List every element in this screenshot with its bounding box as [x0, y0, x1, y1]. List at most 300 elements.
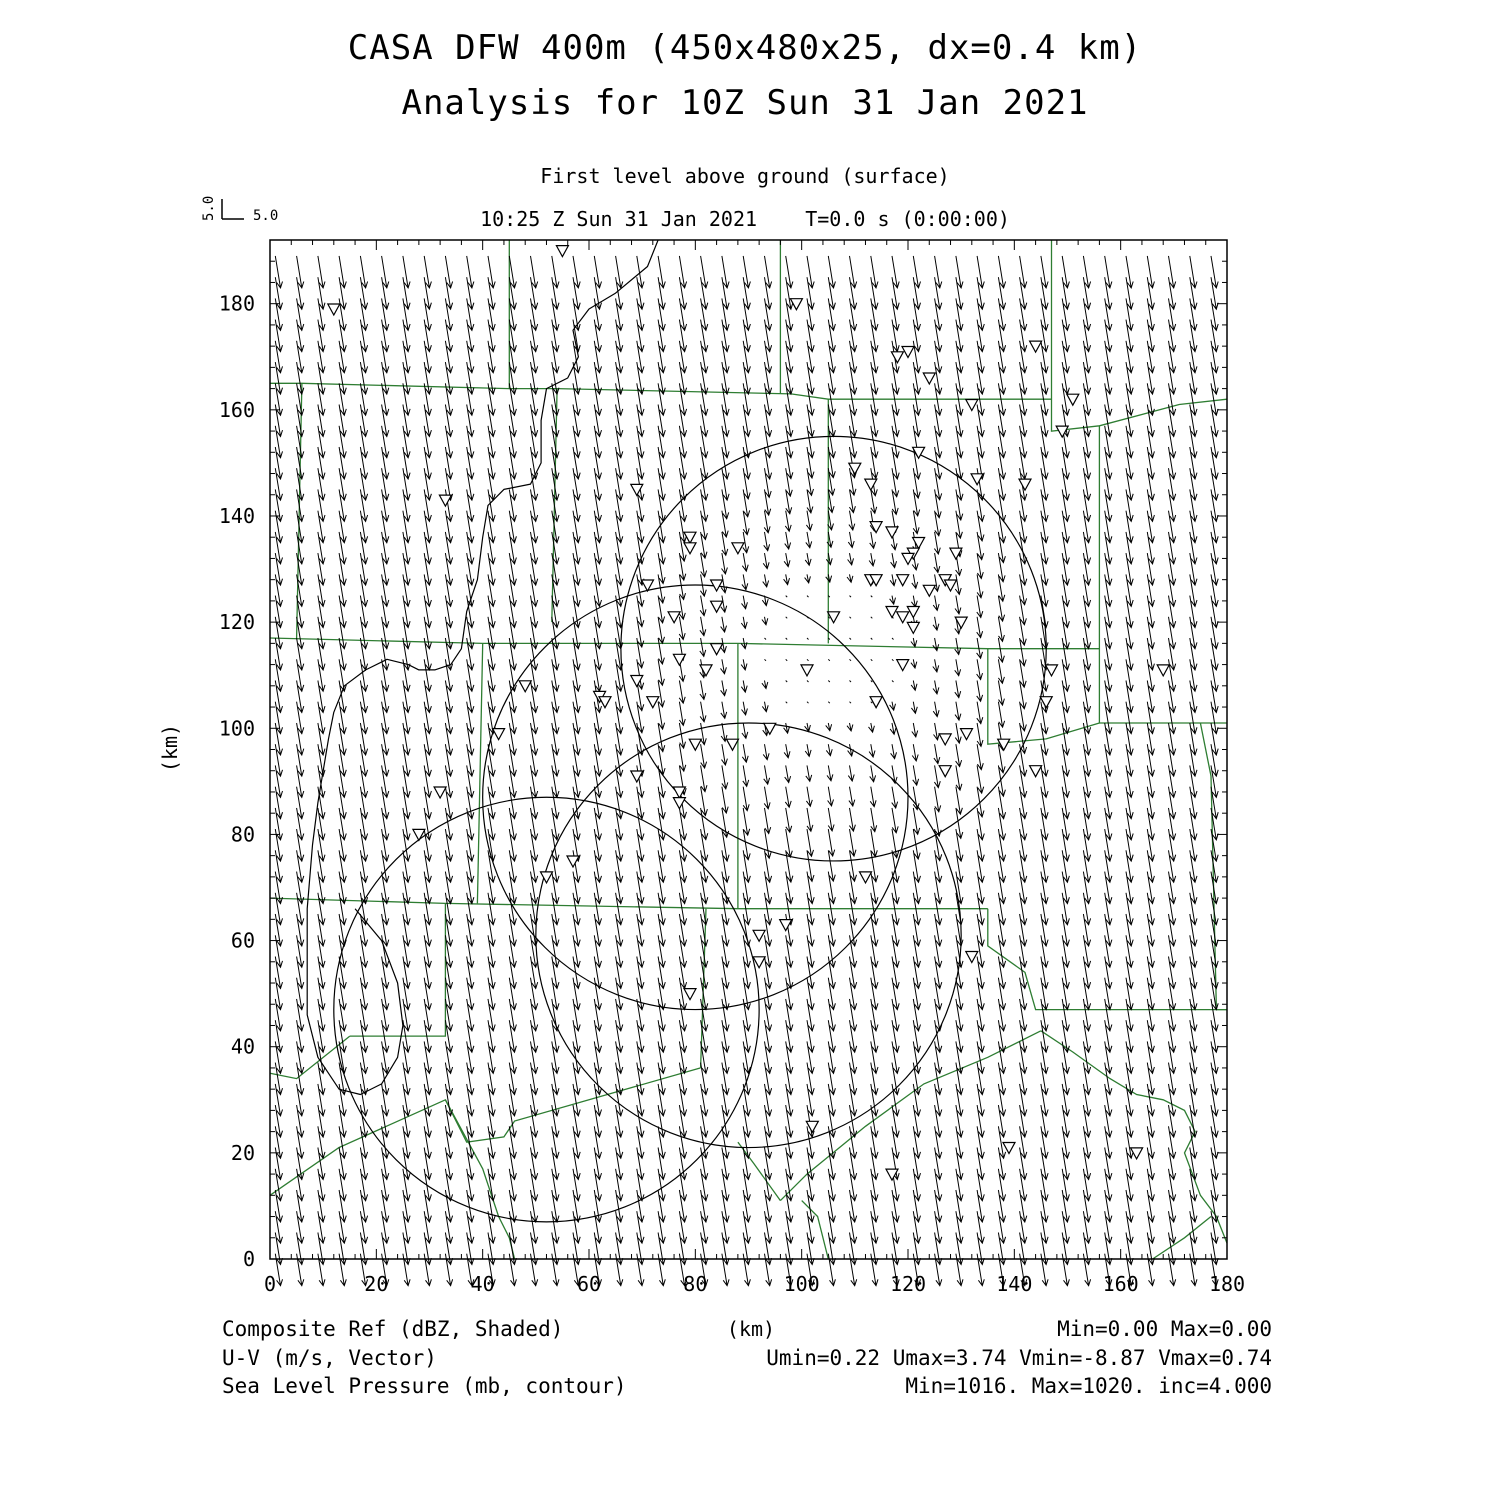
wind-vector: [933, 638, 939, 651]
wind-vector: [828, 787, 834, 806]
wind-vector: [762, 617, 768, 625]
observation-site-marker: [902, 553, 914, 564]
wind-vector: [318, 999, 325, 1031]
wind-vector: [765, 638, 767, 640]
wind-vector: [509, 256, 516, 288]
y-tick-label: 60: [230, 928, 255, 953]
wind-vector: [977, 744, 983, 769]
observation-site-marker: [753, 930, 765, 941]
wind-vector: [786, 659, 788, 661]
wind-vector: [722, 511, 728, 537]
wind-vector: [806, 532, 812, 548]
wind-vector: [679, 553, 685, 580]
wind-vector: [722, 765, 728, 789]
wind-vector: [805, 574, 811, 583]
wind-vector: [784, 723, 790, 733]
county-boundary-line: [1052, 240, 1228, 431]
wind-vector: [318, 850, 325, 882]
wind-vector: [806, 765, 812, 781]
county-boundary-line: [270, 1036, 350, 1079]
wind-vector: [956, 320, 963, 352]
scale-v-label: 5.0: [201, 195, 217, 221]
county-boundary-line: [780, 1031, 1041, 1201]
wind-vector: [828, 999, 835, 1031]
county-boundary-line: [1153, 1217, 1211, 1260]
observation-site-marker: [945, 580, 957, 591]
wind-vector: [871, 617, 873, 619]
wind-vector: [869, 744, 875, 757]
wind-vector: [913, 765, 919, 785]
observation-site-marker: [328, 304, 340, 315]
x-tick-label: 100: [783, 1272, 820, 1296]
wind-vector: [828, 702, 830, 704]
wind-vector: [828, 681, 830, 683]
wind-vector: [828, 256, 835, 288]
wind-vector: [741, 659, 747, 670]
wind-vector: [765, 1148, 772, 1180]
wind-vector: [828, 447, 835, 478]
wind-vector: [849, 808, 855, 831]
wind-vector: [1147, 829, 1154, 861]
wind-vector: [956, 341, 963, 373]
wind-vector: [933, 681, 939, 694]
wind-vector: [509, 744, 516, 776]
wind-vector: [1147, 978, 1154, 1010]
wind-vector: [785, 787, 791, 808]
county-boundary-line: [445, 1100, 514, 1259]
wind-vector: [847, 574, 853, 582]
wind-vector: [847, 723, 853, 731]
wind-vector: [911, 681, 917, 691]
wind-vector: [912, 744, 918, 761]
wind-vector: [722, 489, 729, 518]
wind-vector: [763, 574, 769, 587]
observation-site-marker: [439, 495, 451, 506]
observation-site-marker: [913, 538, 925, 549]
wind-vector: [977, 617, 983, 638]
wind-vector: [786, 829, 793, 857]
wind-vector: [913, 787, 919, 810]
wind-vector: [826, 553, 832, 565]
wind-vector: [679, 596, 685, 620]
observation-site-marker: [1157, 665, 1169, 676]
observation-site-marker: [923, 373, 935, 384]
wind-vector: [807, 659, 809, 661]
x-tick-label: 160: [1102, 1272, 1139, 1296]
wind-vector: [1147, 489, 1154, 521]
wind-vector: [742, 574, 748, 589]
wind-vector: [849, 787, 855, 806]
observation-site-marker: [923, 585, 935, 596]
wind-vector: [765, 829, 772, 858]
observation-site-marker: [801, 665, 813, 676]
wind-vector: [956, 1211, 963, 1243]
wind-vector: [701, 765, 707, 791]
footer-left-line-2: U-V (m/s, Vector): [222, 1346, 437, 1370]
wind-vector: [721, 574, 727, 592]
observation-site-marker: [1019, 479, 1031, 490]
wind-vector: [955, 681, 961, 698]
wind-vector: [998, 659, 1004, 683]
observation-site-marker: [434, 787, 446, 798]
observation-site-marker: [493, 729, 505, 740]
wind-vector: [318, 383, 325, 415]
wind-vector: [1147, 320, 1154, 352]
wind-vector: [807, 468, 814, 495]
wind-vector: [679, 723, 685, 748]
wind-vector: [764, 765, 770, 784]
wind-vector: [700, 702, 706, 722]
wind-vector: [892, 659, 894, 661]
wind-vector: [828, 829, 834, 856]
wind-vector: [933, 596, 939, 611]
wind-vector: [870, 787, 876, 807]
wind-vector: [956, 1148, 963, 1180]
title-line-1: CASA DFW 400m (450x480x25, dx=0.4 km): [347, 28, 1143, 68]
observation-site-marker: [599, 697, 611, 708]
wind-vector: [786, 681, 788, 683]
observation-site-marker: [780, 920, 792, 931]
wind-vector: [318, 489, 325, 521]
time-label: 10:25 Z Sun 31 Jan 2021 T=0.0 s (0:00:00): [480, 207, 1010, 231]
wind-vector: [955, 723, 961, 743]
observation-site-marker: [891, 352, 903, 363]
wind-vector: [891, 744, 897, 759]
wind-vector: [828, 914, 835, 946]
wind-vector: [956, 468, 963, 500]
wind-vector: [807, 681, 809, 683]
wind-vector: [765, 1190, 772, 1222]
wind-vector: [765, 659, 767, 661]
wind-vector: [977, 702, 983, 724]
wind-vector: [318, 256, 325, 288]
vector-scale-key: [201, 196, 278, 224]
wind-vector: [786, 596, 788, 598]
wind-vector: [828, 978, 835, 1010]
wind-vector: [765, 978, 772, 1010]
wind-vector: [1147, 638, 1154, 670]
wind-vector: [742, 744, 748, 762]
wind-vector: [850, 681, 852, 683]
wind-vector: [850, 638, 852, 640]
wind-vector: [828, 468, 834, 495]
wind-vector: [871, 808, 877, 832]
footer-right: [766, 1317, 1272, 1398]
wind-vector: [892, 787, 898, 808]
wind-vector: [955, 659, 961, 675]
wind-vector: [764, 787, 770, 809]
wind-vector: [956, 765, 962, 790]
wind-vector: [765, 468, 772, 497]
wind-vector: [509, 914, 516, 946]
wind-vector: [934, 765, 940, 787]
wind-vector: [998, 681, 1004, 706]
wind-vector: [807, 638, 809, 640]
wind-vector: [1147, 1063, 1154, 1095]
observation-site-marker: [971, 474, 983, 485]
wind-vector: [826, 723, 832, 731]
wind-vector: [998, 617, 1004, 642]
wind-vector: [721, 681, 727, 696]
wind-vector: [998, 638, 1004, 662]
wind-vector: [785, 532, 791, 549]
observation-site-marker: [1030, 766, 1042, 777]
wind-vector: [742, 702, 748, 715]
wind-vector: [318, 553, 325, 585]
observation-site-marker: [711, 644, 723, 655]
wind-vector: [977, 765, 984, 793]
footer-left-line-1: Composite Ref (dBZ, Shaded): [222, 1317, 564, 1341]
wind-vector: [890, 702, 896, 711]
wind-vector: [1147, 405, 1154, 437]
wind-vector: [318, 1190, 325, 1222]
wind-vector: [935, 489, 942, 517]
wind-vector: [679, 681, 685, 704]
wind-vector: [509, 1148, 516, 1180]
wind-vector: [850, 829, 857, 856]
wind-vector: [1147, 617, 1154, 649]
wind-vector: [509, 405, 516, 437]
wind-vector: [955, 596, 961, 614]
observation-site-marker: [673, 798, 685, 809]
y-tick-label: 120: [218, 610, 255, 635]
y-tick-label: 180: [218, 291, 255, 316]
wind-vector: [934, 553, 940, 572]
wind-vector: [765, 1041, 772, 1073]
wind-vector: [318, 829, 325, 861]
wind-vector: [871, 638, 873, 640]
observation-site-marker: [897, 575, 909, 586]
wind-vector: [1147, 383, 1154, 415]
wind-vector: [318, 532, 325, 564]
wind-vector: [765, 341, 772, 373]
wind-vector: [850, 596, 852, 598]
wind-vector: [722, 553, 728, 574]
wind-vector: [509, 702, 516, 734]
x-tick-label: 60: [576, 1272, 602, 1296]
wind-vector: [509, 1211, 516, 1243]
wind-vector: [318, 702, 325, 734]
observation-site-marker: [711, 601, 723, 612]
wind-vector: [1147, 341, 1154, 373]
wind-vector: [509, 1126, 516, 1158]
y-tick-label: 0: [242, 1247, 255, 1271]
wind-vector: [849, 511, 855, 530]
observation-site-marker: [647, 697, 659, 708]
wind-vector: [934, 574, 940, 591]
wind-vector: [935, 468, 942, 500]
wind-vector: [743, 765, 749, 786]
observation-site-marker: [897, 660, 909, 671]
wind-vector: [977, 574, 983, 597]
wind-vector: [1147, 850, 1154, 882]
wind-vector: [318, 1211, 325, 1243]
wind-vector: [722, 744, 728, 765]
wind-vector: [956, 1190, 963, 1222]
wind-vector: [933, 617, 939, 630]
wind-vector: [741, 617, 747, 629]
wind-vector: [956, 1126, 963, 1158]
wind-vector: [848, 765, 854, 781]
y-tick-label: 40: [230, 1034, 255, 1059]
wind-vector: [700, 681, 706, 700]
wind-vector: [1147, 553, 1154, 585]
observation-site-marker: [413, 829, 425, 840]
wind-vector: [1147, 1190, 1154, 1222]
wind-vector: [807, 808, 813, 831]
wind-vector: [807, 829, 814, 856]
wind-vector: [765, 320, 772, 352]
wind-vector: [318, 638, 325, 670]
axis-ticks: [219, 240, 1245, 1296]
wind-vector: [913, 808, 919, 834]
footer-left-line-3: Sea Level Pressure (mb, contour): [222, 1374, 627, 1398]
wind-vector: [509, 829, 516, 861]
observation-site-marker: [939, 734, 951, 745]
wind-vector: [934, 723, 940, 740]
wind-vector: [827, 765, 833, 780]
wind-vector: [763, 553, 769, 569]
observation-site-marker: [966, 400, 978, 411]
wind-vector: [869, 553, 875, 566]
wind-vector: [911, 702, 917, 714]
observation-site-marker: [689, 739, 701, 750]
y-tick-label: 100: [218, 716, 255, 741]
wind-vector: [764, 532, 770, 551]
wind-vector: [933, 659, 939, 672]
wind-vector: [741, 681, 747, 693]
wind-vector: [318, 1126, 325, 1158]
wind-vector: [743, 787, 749, 811]
wind-vector: [977, 723, 983, 746]
observation-site-marker: [684, 543, 696, 554]
wind-vector: [933, 702, 939, 717]
observation-site-marker: [886, 527, 898, 538]
wind-vector: [318, 681, 325, 713]
wind-vector: [828, 1211, 835, 1243]
wind-vector: [765, 489, 771, 515]
county-boundary-line: [477, 643, 482, 903]
wind-vector: [700, 617, 706, 636]
county-boundary-line: [802, 1201, 829, 1259]
wind-vector: [828, 808, 834, 831]
observation-site-marker: [897, 612, 909, 623]
wind-vector: [762, 681, 768, 689]
wind-vector: [956, 405, 963, 437]
wind-vector: [765, 808, 771, 834]
wind-vector: [509, 468, 516, 500]
wind-vector: [722, 787, 728, 813]
observation-site-marker: [907, 622, 919, 633]
wind-vector: [1147, 1041, 1154, 1073]
wind-vector: [509, 1063, 516, 1095]
wind-vector: [765, 256, 772, 288]
wind-vector: [1147, 893, 1154, 925]
observation-site-marker: [961, 729, 973, 740]
wind-vector: [1147, 256, 1154, 288]
wind-vector: [956, 978, 963, 1010]
y-tick-label: 20: [230, 1140, 255, 1165]
wind-vector: [955, 574, 961, 594]
wind-vector: [318, 1148, 325, 1180]
title-line-2: Analysis for 10Z Sun 31 Jan 2021: [401, 83, 1089, 123]
wind-vector: [318, 341, 325, 373]
wind-vector: [935, 787, 941, 812]
wind-vector: [318, 978, 325, 1010]
footer-left: [222, 1317, 627, 1398]
observation-site-marker: [668, 612, 680, 623]
wind-vector: [762, 702, 768, 712]
observation-site-marker: [865, 479, 877, 490]
wind-vector: [509, 1190, 516, 1222]
wind-vector: [743, 489, 750, 516]
wind-vector: [1147, 702, 1154, 734]
wind-vector: [828, 1063, 835, 1095]
wind-vector: [956, 850, 963, 882]
wind-vector: [977, 659, 983, 679]
wind-vector: [509, 320, 516, 352]
wind-vector-field: [275, 256, 1218, 1286]
wind-vector: [805, 744, 811, 756]
wind-vector: [977, 596, 983, 618]
wind-vector: [828, 1190, 835, 1222]
wind-vector: [786, 617, 788, 619]
wind-vector: [765, 383, 772, 415]
scale-u-label: 5.0: [253, 208, 279, 224]
wind-vector: [870, 532, 876, 548]
x-tick-label: 140: [996, 1272, 1033, 1296]
wind-vector: [318, 617, 325, 649]
x-tick-label: 20: [364, 1272, 389, 1296]
wind-vector: [509, 1041, 516, 1073]
wind-vector: [892, 681, 894, 683]
wind-vector: [509, 765, 516, 797]
wind-vector: [828, 405, 835, 437]
wind-vector: [765, 1126, 772, 1158]
wind-vector: [977, 681, 983, 702]
wind-vector: [763, 744, 769, 760]
y-tick-label: 140: [218, 503, 255, 528]
observation-site-marker: [631, 771, 643, 782]
wind-vector: [891, 553, 897, 568]
wind-vector: [1147, 1148, 1154, 1180]
observation-site-marker: [966, 952, 978, 963]
wind-vector: [786, 468, 793, 496]
wind-vector: [1147, 914, 1154, 946]
wind-vector: [956, 489, 963, 520]
wind-vector: [721, 702, 727, 719]
wind-vector: [828, 320, 835, 352]
wind-vector: [956, 914, 963, 946]
wind-vector: [318, 744, 325, 776]
wind-vector: [828, 341, 835, 373]
wind-vector: [826, 574, 832, 582]
wind-vector: [850, 702, 852, 704]
x-tick-label: 180: [1208, 1272, 1246, 1296]
wind-vector: [318, 468, 325, 500]
wind-vector: [700, 723, 706, 745]
wind-vector: [700, 596, 706, 616]
wind-vector: [721, 659, 727, 674]
wind-vector: [509, 341, 516, 373]
wind-vector: [1147, 1211, 1154, 1243]
wind-vector: [701, 744, 707, 768]
wind-vector: [869, 723, 875, 732]
plot-subtitle: First level above ground (surface): [540, 164, 950, 188]
wind-vector: [911, 659, 917, 668]
wind-vector: [912, 723, 918, 737]
observation-site-marker: [556, 246, 568, 257]
